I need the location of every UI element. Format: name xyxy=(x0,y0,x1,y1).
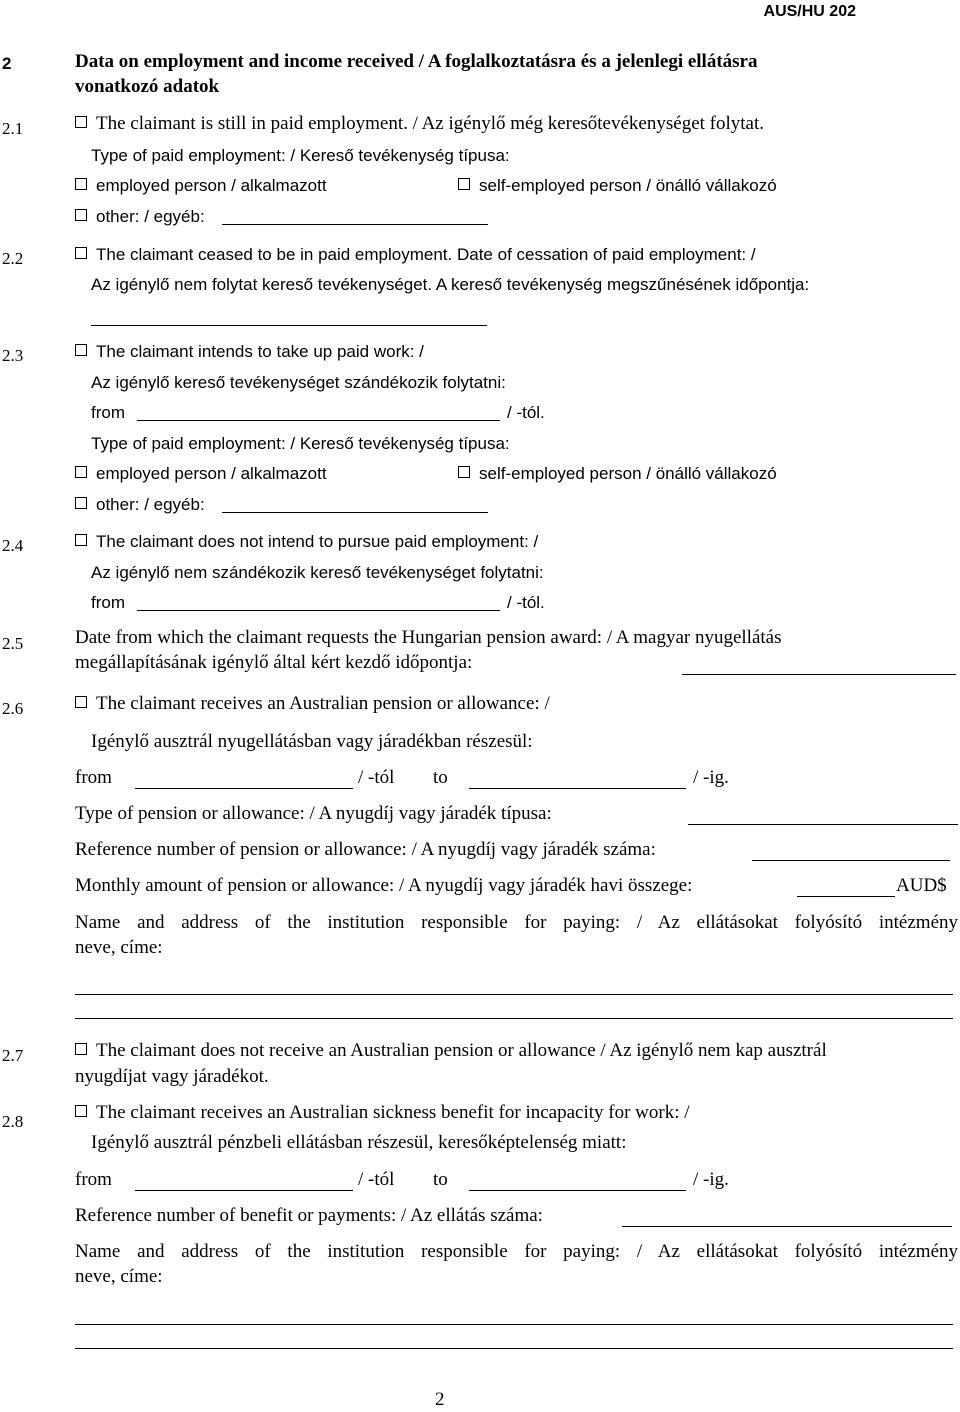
section-title-line2: vonatkozó adatok xyxy=(75,76,220,97)
to-date-line[interactable] xyxy=(469,1190,686,1191)
option-label: The claimant intends to take up paid work: / xyxy=(96,342,424,361)
tol-label: / -tól xyxy=(358,767,395,788)
institution-label-line1: Name and address of the institution responsible for paying: / Az ellátásokat folyósító intézmény xyxy=(75,1241,958,1262)
institution-label-line2: neve, címe: xyxy=(75,937,163,958)
option-no-pension-line2: nyugdíjat vagy járadékot. xyxy=(75,1066,269,1087)
option-employed[interactable] xyxy=(75,174,327,198)
option-employed[interactable] xyxy=(75,462,327,486)
tol-label: / -tól. xyxy=(507,593,545,612)
section-number: 2 xyxy=(2,54,12,73)
checkbox[interactable] xyxy=(75,116,87,128)
checkbox[interactable] xyxy=(75,247,87,259)
checkbox[interactable] xyxy=(458,466,470,478)
option-no-employment-line2: Az igénylő nem szándékozik kereső tevékenységet folytatni: xyxy=(91,563,544,582)
option-other[interactable] xyxy=(75,493,205,517)
option-self-employed[interactable] xyxy=(458,174,777,198)
institution-line-1[interactable] xyxy=(75,1324,953,1325)
checkbox[interactable] xyxy=(75,1105,87,1117)
option-sickness-line2: Igénylő ausztrál pénzbeli ellátásban részesül, keresőképtelenség miatt: xyxy=(91,1132,627,1153)
option-label: employed person / alkalmazott xyxy=(96,464,327,483)
item-number-2-3: 2.3 xyxy=(2,346,24,365)
option-label: The claimant receives an Australian pension or allowance: / xyxy=(96,693,550,714)
checkbox[interactable] xyxy=(75,1043,87,1055)
other-input-line[interactable] xyxy=(222,512,488,513)
monthly-amount-line[interactable] xyxy=(797,896,895,897)
award-date-line[interactable] xyxy=(682,674,956,675)
pension-type-line[interactable] xyxy=(688,824,958,825)
item-number-2-8: 2.8 xyxy=(2,1112,24,1131)
item-number-2-2: 2.2 xyxy=(2,249,24,268)
option-no-pension[interactable] xyxy=(75,1039,827,1063)
from-label: from xyxy=(91,403,125,422)
option-label: The claimant does not intend to pursue paid employment: / xyxy=(96,532,539,551)
option-no-employment[interactable] xyxy=(75,530,538,554)
checkbox[interactable] xyxy=(75,344,87,356)
section-title-line1: Data on employment and income received / A foglalkoztatásra és a jelenlegi ellátásra xyxy=(75,51,758,72)
checkbox[interactable] xyxy=(458,178,470,190)
institution-line-2[interactable] xyxy=(75,1348,953,1349)
option-sickness-benefit[interactable] xyxy=(75,1101,690,1125)
checkbox[interactable] xyxy=(75,466,87,478)
monthly-amount-label: Monthly amount of pension or allowance: / A nyugdíj vagy járadék havi összege: xyxy=(75,875,693,896)
from-date-line[interactable] xyxy=(137,420,500,421)
from-label: from xyxy=(91,593,125,612)
option-label: other: / egyéb: xyxy=(96,495,205,514)
from-date-line[interactable] xyxy=(135,788,353,789)
option-label: The claimant is still in paid employment. / Az igénylő még keresőtevékenységet folytat. xyxy=(96,113,764,134)
benefit-ref-label: Reference number of benefit or payments: / Az ellátás száma: xyxy=(75,1205,543,1226)
checkbox[interactable] xyxy=(75,696,87,708)
institution-line-1[interactable] xyxy=(75,994,953,995)
pension-ref-line[interactable] xyxy=(752,860,950,861)
from-date-line[interactable] xyxy=(137,610,500,611)
checkbox[interactable] xyxy=(75,209,87,221)
option-label: The claimant ceased to be in paid employment. Date of cessation of paid employment: / xyxy=(96,245,756,264)
checkbox[interactable] xyxy=(75,178,87,190)
option-receives-pension[interactable] xyxy=(75,692,550,716)
item-number-2-1: 2.1 xyxy=(2,119,24,138)
ig-label: / -ig. xyxy=(693,767,729,788)
option-intends-line2: Az igénylő kereső tevékenységet szándékozik folytatni: xyxy=(91,373,506,392)
option-label: employed person / alkalmazott xyxy=(96,176,327,195)
cessation-date-line[interactable] xyxy=(91,325,487,326)
type-label: Type of paid employment: / Kereső tevékenység típusa: xyxy=(91,434,510,453)
option-label: other: / egyéb: xyxy=(96,207,205,226)
item-number-2-4: 2.4 xyxy=(2,536,24,555)
tol-label: / -tól xyxy=(358,1169,395,1190)
option-label: self-employed person / önálló vállakozó xyxy=(479,464,777,483)
option-ceased-employment[interactable] xyxy=(75,243,756,267)
page-number: 2 xyxy=(435,1389,445,1410)
item-number-2-7: 2.7 xyxy=(2,1046,24,1065)
option-ceased-line2: Az igénylő nem folytat kereső tevékenységet. A kereső tevékenység megszűnésének időpontja: xyxy=(91,275,810,294)
type-label: Type of paid employment: / Kereső tevékenység típusa: xyxy=(91,146,510,165)
currency-label: AUD$ xyxy=(896,875,947,896)
from-label: from xyxy=(75,767,112,788)
ig-label: / -ig. xyxy=(693,1169,729,1190)
pension-ref-label: Reference number of pension or allowance: / A nyugdíj vagy járadék száma: xyxy=(75,839,656,860)
pension-type-label: Type of pension or allowance: / A nyugdíj vagy járadék típusa: xyxy=(75,803,552,824)
institution-label-line1: Name and address of the institution responsible for paying: / Az ellátásokat folyósító intézmény xyxy=(75,912,958,933)
benefit-ref-line[interactable] xyxy=(622,1226,952,1227)
pension-award-line2: megállapításának igénylő által kért kezdő időpontja: xyxy=(75,652,473,673)
to-date-line[interactable] xyxy=(469,788,686,789)
checkbox[interactable] xyxy=(75,534,87,546)
checkbox[interactable] xyxy=(75,497,87,509)
from-date-line[interactable] xyxy=(135,1190,353,1191)
to-label: to xyxy=(433,767,448,788)
tol-label: / -tól. xyxy=(507,403,545,422)
item-number-2-5: 2.5 xyxy=(2,634,24,653)
option-label: The claimant receives an Australian sickness benefit for incapacity for work: / xyxy=(96,1102,690,1123)
option-intends-work[interactable] xyxy=(75,340,424,364)
option-self-employed[interactable] xyxy=(458,462,777,486)
other-input-line[interactable] xyxy=(222,224,488,225)
option-still-employed[interactable] xyxy=(75,112,764,136)
option-label: self-employed person / önálló vállakozó xyxy=(479,176,777,195)
to-label: to xyxy=(433,1169,448,1190)
from-label: from xyxy=(75,1169,112,1190)
institution-line-2[interactable] xyxy=(75,1018,953,1019)
option-label: The claimant does not receive an Australian pension or allowance / Az igénylő nem kap ausztrál xyxy=(96,1040,827,1061)
pension-award-line1: Date from which the claimant requests the Hungarian pension award: / A magyar nyugellátás xyxy=(75,627,782,648)
item-number-2-6: 2.6 xyxy=(2,699,24,718)
form-code: AUS/HU 202 xyxy=(763,3,856,20)
option-other[interactable] xyxy=(75,205,205,229)
institution-label-line2: neve, címe: xyxy=(75,1266,163,1287)
option-receives-pension-line2: Igénylő ausztrál nyugellátásban vagy járadékban részesül: xyxy=(91,731,533,752)
